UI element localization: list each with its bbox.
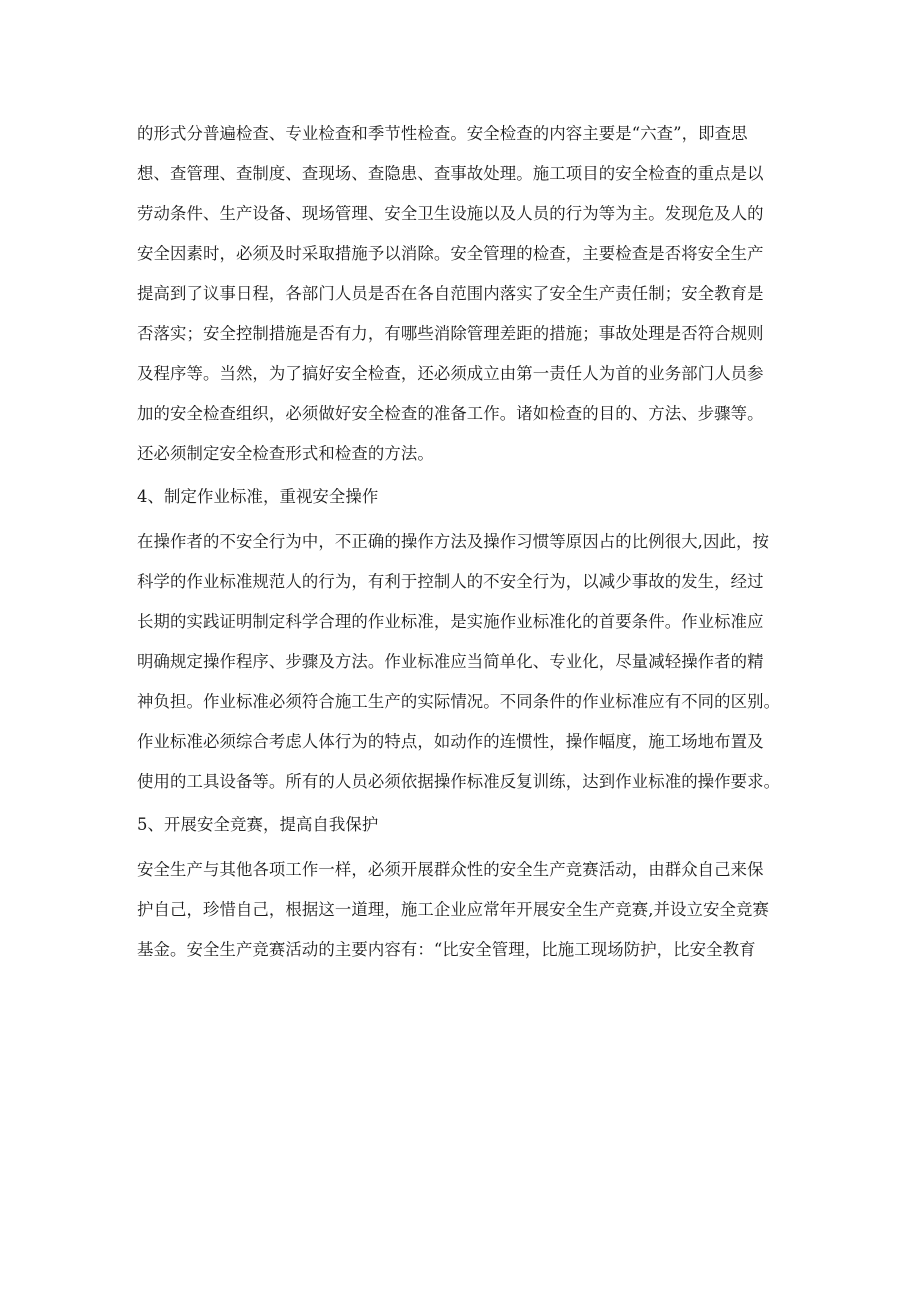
paragraph-1-line-6: 否落实；安全控制措施是否有力，有哪些消除管理差距的措施；事故处理是否符合规则 bbox=[137, 324, 764, 343]
paragraph-2-line-5: 神负担。作业标准必须符合施工生产的实际情况。不同条件的作业标准应有不同的区别。 bbox=[137, 692, 781, 711]
paragraph-1-line-3: 劳动条件、生产设备、现场管理、安全卫生设施以及人员的行为等为主。发现危及人的 bbox=[137, 204, 764, 223]
paragraph-2-line-6: 作业标准必须综合考虑人体行为的特点，如动作的连惯性，操作幅度，施工场地布置及 bbox=[137, 732, 764, 751]
paragraph-1-line-2: 想、查管理、查制度、查现场、查隐患、查事故处理。施工项目的安全检查的重点是以 bbox=[137, 164, 764, 183]
paragraph-1-line-9: 还必须制定安全检查形式和检查的方法。 bbox=[137, 444, 434, 463]
paragraph-2-line-7: 使用的工具设备等。所有的人员必须依据操作标准反复训练，达到作业标准的操作要求。 bbox=[137, 772, 781, 791]
paragraph-1-line-4: 安全因素时，必须及时采取措施予以消除。安全管理的检查，主要检查是否将安全生产 bbox=[137, 244, 764, 263]
paragraph-2-line-1: 在操作者的不安全行为中，不正确的操作方法及操作习惯等原因占的比例很大,因此，按 bbox=[137, 532, 769, 551]
paragraph-2-line-4: 明确规定操作程序、步骤及方法。作业标准应当简单化、专业化，尽量减轻操作者的精 bbox=[137, 652, 764, 671]
paragraph-3-line-3: 基金。安全生产竞赛活动的主要内容有：“比安全管理，比施工现场防护，比安全教育 bbox=[137, 940, 756, 959]
paragraph-1-line-5: 提高到了议事日程，各部门人员是否在各自范围内落实了安全生产责任制；安全教育是 bbox=[137, 284, 764, 303]
paragraph-1-line-1: 的形式分普遍检查、专业检查和季节性检查。安全检查的内容主要是“六查”，即查思 bbox=[137, 124, 748, 143]
paragraph-3-line-1: 安全生产与其他各项工作一样，必须开展群众性的安全生产竞赛活动，由群众自己来保 bbox=[137, 860, 764, 879]
paragraph-1-line-7: 及程序等。当然，为了搞好安全检查，还必须成立由第一责任人为首的业务部门人员参 bbox=[137, 364, 764, 383]
paragraph-1-line-8: 加的安全检查组织，必须做好安全检查的准备工作。诸如检查的目的、方法、步骤等。 bbox=[137, 404, 764, 423]
paragraph-2-line-2: 科学的作业标准规范人的行为，有利于控制人的不安全行为，以减少事故的发生，经过 bbox=[137, 572, 764, 591]
paragraph-2-line-3: 长期的实践证明制定科学合理的作业标准，是实施作业标准化的首要条件。作业标准应 bbox=[137, 612, 764, 631]
section-heading-5: 5、开展安全竞赛，提高自我保护 bbox=[137, 815, 379, 834]
paragraph-3-line-2: 护自己，珍惜自己，根据这一道理，施工企业应常年开展安全生产竞赛,并设立安全竞赛 bbox=[137, 900, 769, 919]
section-heading-4: 4、制定作业标准，重视安全操作 bbox=[137, 487, 379, 506]
